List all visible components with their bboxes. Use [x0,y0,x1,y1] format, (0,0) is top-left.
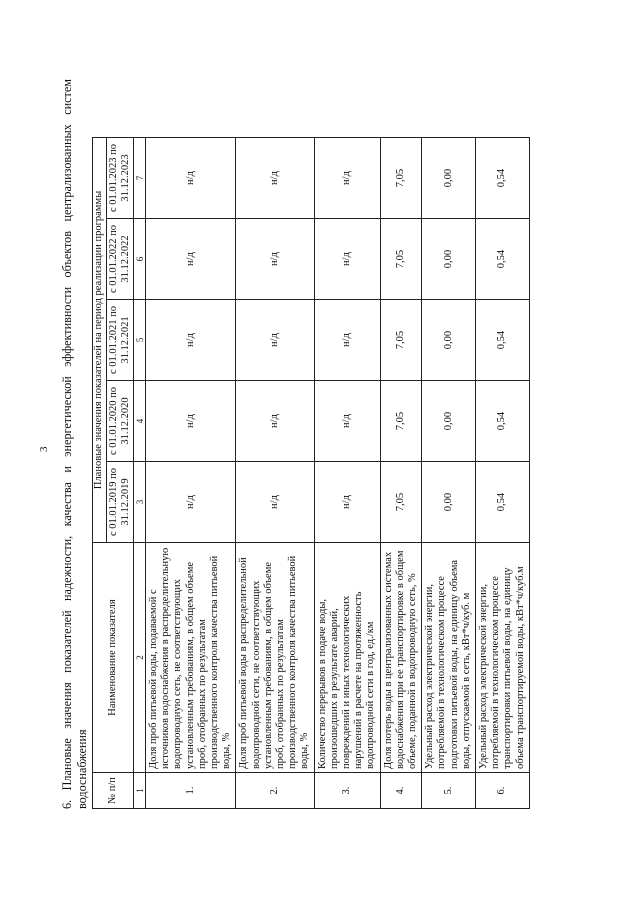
row-number: 4. [380,773,422,809]
row-name: Доля проб питьевой воды, подаваемой с источников водоснабжения в распределительную водопроводную сеть, не соответствующих установленным требованиям, в общем объеме проб, отобранных по результатам производственного контроля качества питьевой воды, % [146,543,236,773]
row-value: 7,05 [380,300,422,381]
header-group: Плановые значения показателей на период реализации программы [93,138,107,543]
indicators-table [92,137,530,809]
row-number: 1. [146,773,236,809]
row-value: 7,05 [380,138,422,219]
row-value: н/д [236,381,314,462]
row-value: 0,54 [476,381,530,462]
header-period-1: с 01.01.2019 по 31.12.2019 [107,462,134,543]
table-row [422,138,476,809]
row-value: 0,00 [422,219,476,300]
row-value: н/д [146,300,236,381]
row-name: Доля проб питьевой воды в распределительной водопроводной сети, не соответствующих установленным требованиям, в общем объеме проб, отобранных по результатам производственного контроля качества питьевой воды, % [236,543,314,773]
header-period-2: с 01.01.2020 по 31.12.2020 [107,381,134,462]
column-number: 1 [134,773,146,809]
row-value: н/д [146,138,236,219]
header-name: Наименование показателя [93,543,134,773]
row-value: н/д [236,462,314,543]
row-value: н/д [314,300,380,381]
column-number: 4 [134,381,146,462]
caption-line-1: 6. Плановые значения показателей надежности, качества и энергетической эффективности объектов централизованных систем [60,79,74,809]
header-row-group [93,138,107,809]
row-name: Доля потерь воды в централизованных системах водоснабжения при ее транспортировке в общем объеме, поданной в водопроводную сеть, % [380,543,422,773]
row-value: 0,54 [476,300,530,381]
column-number: 5 [134,300,146,381]
row-value: 0,54 [476,138,530,219]
header-row-column-numbers [134,138,146,809]
row-value: н/д [314,381,380,462]
header-period-5: с 01.01.2023 по 31.12.2023 [107,138,134,219]
row-value: н/д [236,138,314,219]
row-value: н/д [236,300,314,381]
row-value: н/д [146,462,236,543]
table-row [236,138,314,809]
row-name: Удельный расход электрической энергии, потребляемой в технологическом процессе подготовки питьевой воды, на единицу объема воды, отпускаемой в сеть, кВт*ч/куб. м [422,543,476,773]
caption-line-2: водоснабжения [75,729,89,809]
table-row [314,138,380,809]
row-number: 2. [236,773,314,809]
row-value: н/д [236,219,314,300]
column-number: 3 [134,462,146,543]
row-value: 0,00 [422,300,476,381]
row-name: Удельный расход электрической энергии, потребляемой в технологическом процессе транспортировки питьевой воды, на единицу объема транспортируемой воды, кВт*ч/куб.м [476,543,530,773]
header-period-3: с 01.01.2021 по 31.12.2021 [107,300,134,381]
row-value: н/д [146,219,236,300]
page-number: 3 [38,446,50,452]
row-value: н/д [314,462,380,543]
row-value: 7,05 [380,219,422,300]
row-value: 0,54 [476,219,530,300]
row-value: 7,05 [380,381,422,462]
table-row [380,138,422,809]
column-number: 7 [134,138,146,219]
table-row [476,138,530,809]
row-value: 0,54 [476,462,530,543]
row-number: 3. [314,773,380,809]
header-period-4: с 01.01.2022 по 31.12.2022 [107,219,134,300]
row-value: н/д [146,381,236,462]
row-name: Количество перерывов в подаче воды, произошедших в результате аварий, повреждений и иных технологических нарушений в расчете на протяженность водопроводной сети в год, ед./км [314,543,380,773]
section-caption [60,79,90,809]
column-number: 6 [134,219,146,300]
table-row [146,138,236,809]
row-value: н/д [314,219,380,300]
row-value: 7,05 [380,462,422,543]
row-number: 6. [476,773,530,809]
row-value: н/д [314,138,380,219]
row-value: 0,00 [422,462,476,543]
header-no: № п/п [93,773,134,809]
row-number: 5. [422,773,476,809]
row-value: 0,00 [422,138,476,219]
column-number: 2 [134,543,146,773]
row-value: 0,00 [422,381,476,462]
